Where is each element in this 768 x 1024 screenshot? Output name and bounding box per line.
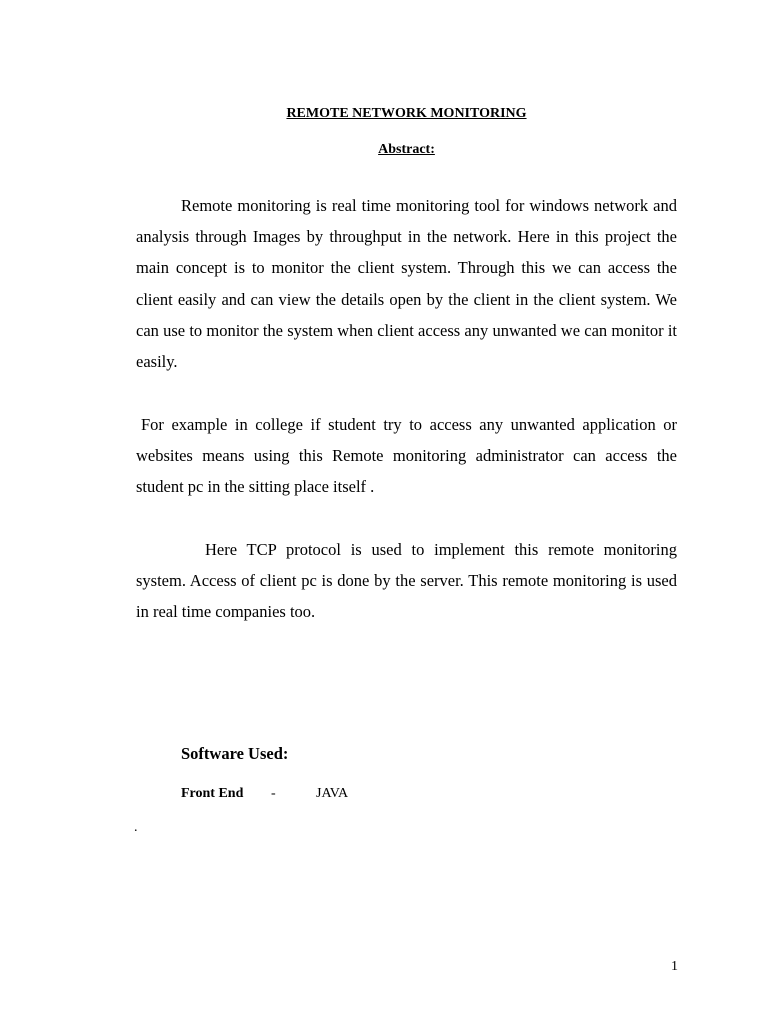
abstract-heading: Abstract: — [378, 142, 435, 157]
page-number: 1 — [671, 959, 678, 974]
abstract-paragraph-3: Here TCP protocol is used to implement this remote monitoring system. Access of client pc is done by the server. This remote monitoring is used in real time companies too. — [136, 540, 677, 622]
abstract-paragraph-2: For example in college if student try to access any unwanted application or websites means using this Remote monitoring administrator can access the student pc in the sitting place itself . — [136, 415, 677, 497]
abstract-paragraph-1: Remote monitoring is real time monitoring tool for windows network and analysis through Images by throughput in the network. Here in this project the main concept is to monitor the client system. Through this we can access the client easily and can view the details open by the client in the client system. We can use to monitor the system when client access any unwanted we can monitor it easily. — [136, 196, 677, 372]
software-row-front-end — [181, 786, 481, 804]
software-row-value: JAVA — [316, 786, 349, 801]
stray-period: . — [134, 820, 138, 835]
software-used-heading: Software Used: — [181, 744, 289, 763]
software-row-separator: - — [271, 786, 276, 801]
software-row-label: Front End — [181, 786, 244, 801]
document-title: REMOTE NETWORK MONITORING — [286, 106, 527, 121]
